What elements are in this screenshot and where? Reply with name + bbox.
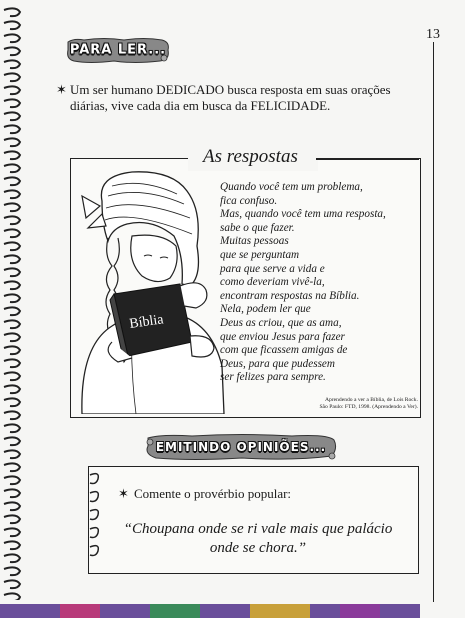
spiral-coil	[4, 450, 20, 458]
spiral-coil	[4, 125, 20, 133]
star-bullet-icon: ✶	[118, 487, 129, 502]
book-label: Bíblia	[128, 312, 165, 332]
spiral-coil	[4, 463, 20, 471]
spiral-coil	[4, 229, 20, 237]
credit-line: São Paulo: FTD, 1998. (Aprendendo a Ver).	[319, 404, 418, 410]
spiral-coil	[4, 138, 20, 146]
spiral-coil	[4, 593, 20, 600]
poem-line: Nela, podem ler que	[220, 303, 311, 316]
spiral-binding	[0, 0, 30, 600]
spiral-coil	[4, 47, 20, 55]
star-bullet-icon: ✶	[56, 83, 67, 98]
page-edge-decoration	[0, 604, 465, 640]
spiral-coil	[4, 242, 20, 250]
girl-reading-bible-illustration	[72, 166, 232, 414]
source-credit	[278, 397, 418, 411]
poem-line: encontram respostas na Bíblia.	[220, 289, 360, 302]
spiral-coil	[4, 86, 20, 94]
page-number: 13	[426, 27, 440, 42]
proverb-text: “Choupana onde se ri vale mais que palácio onde se chora.”	[123, 521, 393, 556]
spiral-coil	[4, 567, 20, 575]
spiral-coil	[4, 437, 20, 445]
poem-line: com que ficassem amigas de	[220, 344, 348, 357]
spiral-coil	[4, 60, 20, 68]
spiral-coil	[4, 424, 20, 432]
spiral-coil	[4, 281, 20, 289]
spiral-coil	[4, 502, 20, 510]
poem-line: sabe o que fazer.	[220, 221, 295, 234]
poem-text	[220, 181, 420, 385]
spiral-coil	[4, 580, 20, 588]
spiral-coil	[4, 73, 20, 81]
credit-line: Aprendendo a ver a Bíblia, de Lois Rock.	[324, 397, 418, 403]
banner-label: EMITINDO OPINIÕES...	[155, 440, 327, 454]
poem-line: para que serve a vida e	[220, 262, 325, 275]
poem-line: ser felizes para sempre.	[220, 371, 326, 384]
poem-line: Quando você tem um problema,	[220, 181, 363, 193]
spiral-coil	[4, 372, 20, 380]
spiral-coil	[4, 203, 20, 211]
spiral-coil	[4, 320, 20, 328]
spiral-coil	[4, 359, 20, 367]
intro-paragraph: Um ser humano DEDICADO busca resposta em suas orações diárias, vive cada dia em busca da FELICIDADE.	[70, 82, 391, 113]
spiral-coil	[4, 333, 20, 341]
poem-line: que se perguntam	[220, 248, 300, 261]
spiral-coil	[4, 385, 20, 393]
notebook-spiral-decoration	[86, 467, 106, 572]
spiral-coil	[4, 8, 20, 16]
spiral-coil	[4, 177, 20, 185]
section-banner-para-ler	[64, 36, 172, 64]
spiral-coil	[4, 476, 20, 484]
spiral-coil	[4, 294, 20, 302]
box-title: As respostas	[203, 146, 298, 167]
spiral-coil	[4, 398, 20, 406]
spiral-coil	[4, 489, 20, 497]
spiral-coil	[4, 255, 20, 263]
spiral-coil	[4, 554, 20, 562]
spiral-coil	[4, 411, 20, 419]
spiral-coil	[4, 216, 20, 224]
spiral-coil	[4, 268, 20, 276]
margin-rule	[433, 42, 434, 602]
poem-line: Deus, para que pudessem	[220, 357, 335, 370]
spiral-coil	[4, 307, 20, 315]
spiral-coil	[4, 21, 20, 29]
spiral-coil	[4, 99, 20, 107]
box-title-rule	[316, 158, 419, 160]
spiral-coil	[4, 515, 20, 523]
spiral-coil	[4, 34, 20, 42]
spiral-coil	[4, 112, 20, 120]
section-banner-emitindo-opinioes	[142, 432, 340, 462]
poem-line: fica confuso.	[220, 194, 278, 207]
poem-line: como deveriam vivê-la,	[220, 276, 325, 289]
spiral-coil	[4, 151, 20, 159]
banner-label: PARA LER...	[69, 42, 167, 58]
poem-line: que enviou Jesus para fazer	[220, 330, 345, 343]
spiral-coil	[4, 346, 20, 354]
poem-line: Muitas pessoas	[220, 235, 289, 248]
spiral-coil	[4, 528, 20, 536]
spiral-coil	[4, 190, 20, 198]
spiral-coil	[4, 164, 20, 172]
poem-line: Deus as criou, que as ama,	[220, 316, 342, 329]
poem-line: Mas, quando você tem uma resposta,	[220, 208, 386, 221]
spiral-coil	[4, 541, 20, 549]
question-label: Comente o provérbio popular:	[134, 486, 292, 501]
